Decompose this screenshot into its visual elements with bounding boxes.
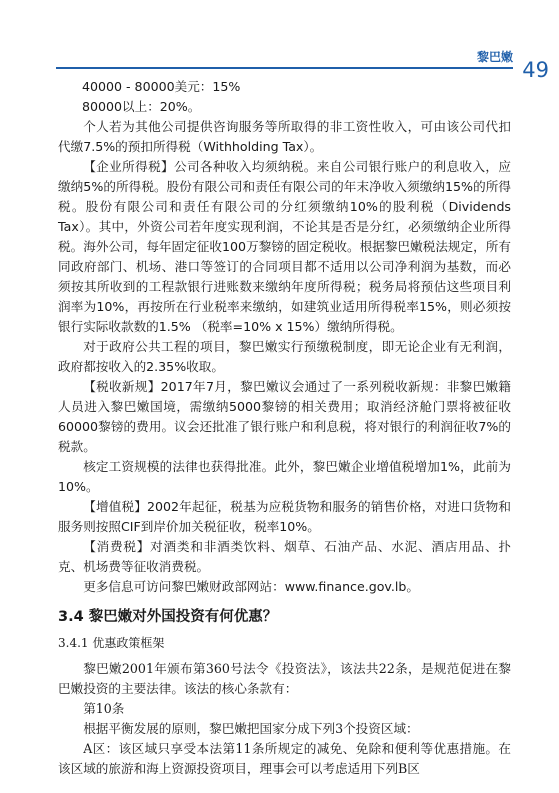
page-content [58,77,511,779]
body-paragraph: 对于政府公共工程的项目，黎巴嫩实行预缴税制度，即无论企业有无利润，政府都按收入的2.35%收取。 [58,339,511,374]
body-paragraph: A区：该区域只享受本法第11条所规定的减免、免除和便利等优惠措施。在该区域的旅游和海上资源投资项目，理事会可以考虑适用下列B区 [58,741,511,776]
body-paragraph: 【企业所得税】公司各种收入均须纳税。来自公司银行账户的利息收入，应缴纳5%的所得税。股份有限公司和责任有限公司的年末净收入须缴纳15%的所得税。股份有限公司和责任有限公司的分红须缴纳10%的股利税（Dividends Tax）。其中，外资公司若年度实现利润，不论其是否是分红，必须缴纳企业所得税。海外公司，每年固定征收100万黎镑的固定税收。根据黎巴嫩税法规定，所有同政府部门、机场、港口等签订的合同项目都不适用以公司净利润为基数，而必须按其所收到的工程款银行进账数来缴纳年度所得税；税务局将预估这些项目利润率为10%，再按所在行业税率来缴纳，如建筑业适用所得税率15%，则必须按银行实际收款数的1.5% （税率=10% x 15%）缴纳所得税。 [58,159,511,334]
tax-bracket-line: 80000以上：20%。 [81,99,201,114]
body-paragraph: 【税收新规】2017年7月，黎巴嫩议会通过了一系列税收新规：非黎巴嫩籍人员进入黎巴嫩国境，需缴纳5000黎镑的相关费用；取消经济舱门票将被征收60000黎镑的费用。议会还批准了银行账户和利息税，将对银行的利润征收7%的税款。 [58,379,511,454]
body-paragraph: 更多信息可访问黎巴嫩财政部网站：www.finance.gov.lb。 [83,579,419,594]
article-title: 第10条 [83,701,125,716]
body-paragraph: 核定工资规模的法律也获得批准。此外，黎巴嫩企业增值税增加1%，此前为10%。 [58,459,511,494]
subsection-heading: 3.4.1 优惠政策框架 [58,636,165,650]
header-rule [56,67,513,69]
body-paragraph: 根据平衡发展的原则，黎巴嫩把国家分成下列3个投资区域： [83,721,419,736]
header-label: 黎巴嫩 [476,50,513,64]
body-paragraph: 【消费税】对酒类和非酒类饮料、烟草、石油产品、水泥、酒店用品、扑克、机场费等征收消费税。 [58,539,511,574]
body-paragraph: 个人若为其他公司提供咨询服务等所取得的非工资性收入，可由该公司代扣代缴7.5%的预扣所得税（Withholding Tax）。 [58,119,511,154]
section-heading: 3.4 黎巴嫩对外国投资有何优惠？ [58,609,278,625]
body-paragraph: 黎巴嫩2001年颁布第360号法令《投资法》，该法共22条，是规范促进在黎巴嫩投资的主要法律。该法的核心条款有： [58,661,511,696]
page-number: 49 [522,58,549,82]
tax-bracket-line: 40000 - 80000美元：15% [81,79,241,94]
body-paragraph: 【增值税】2002年起征，税基为应税货物和服务的销售价格，对进口货物和服务则按照CIF到岸价加关税征收，税率10%。 [58,499,511,534]
